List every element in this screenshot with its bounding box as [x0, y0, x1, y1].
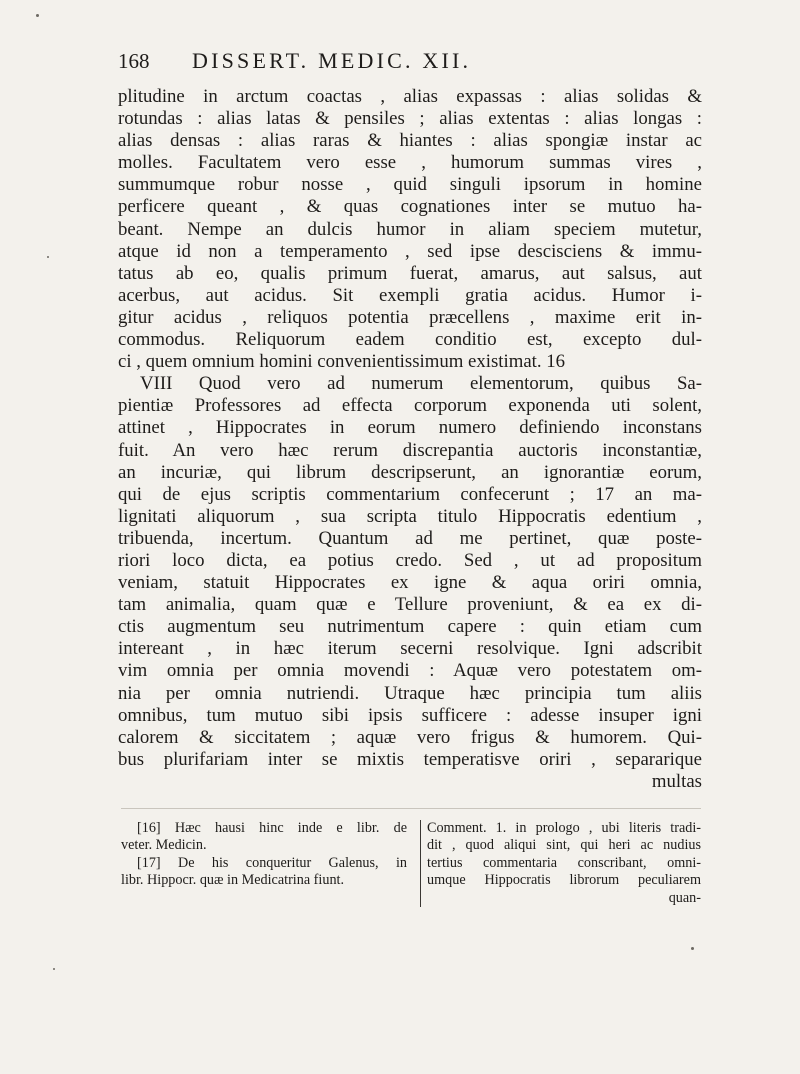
- text-line: commodus. Reliquorum eadem conditio est, excepto dul-: [118, 329, 702, 351]
- text-line: VIII Quod vero ad numerum elementorum, quibus Sa-: [140, 373, 702, 395]
- text-line: ctis augmentum seu nutrimentum capere : quin etiam cum: [118, 616, 702, 638]
- text-line: nia per omnia nutriendi. Utraque hæc principia tum aliis: [118, 682, 702, 704]
- paper-speck: [53, 968, 55, 970]
- text-line: intereant , in hæc iterum secerni resolvique. Igni adscribit: [118, 638, 702, 660]
- footnote-line: libr. Hippocr. quæ in Medicatrina fiunt.: [121, 872, 345, 889]
- text-line: qui de ejus scriptis commentarium confecerunt ; 17 an ma-: [118, 483, 702, 505]
- text-line: rotundas : alias latas & pensiles ; alias extentas : alias longas :: [118, 108, 702, 130]
- text-line: atque id non a temperamento , sed ipse descisciens & immu-: [118, 240, 702, 262]
- text-line: alias densas : alias raras & hiantes : alias spongiæ instar ac: [118, 130, 702, 152]
- text-line: tam animalia, quam quæ e Tellure proveniunt, & ea ex di-: [118, 594, 702, 616]
- main-text-block: [118, 86, 702, 793]
- footnote-line: [17] De his conqueritur Galenus, in: [137, 854, 407, 871]
- footnote-catchword: quan-: [668, 889, 701, 906]
- text-line: vim omnia per omnia movendi : Aquæ vero potestatem om-: [118, 660, 702, 682]
- footnote-line: dit , quod aliqui sint, qui heri ac nudius: [427, 837, 701, 854]
- text-line: an incuriæ, qui librum descripserunt, an ignorantiæ eorum,: [118, 461, 702, 483]
- footnotes-right-column: [420, 820, 701, 907]
- text-line: veniam, statuit Hippocrates ex igne & aqua oriri omnia,: [118, 572, 702, 594]
- text-line: fuit. An vero hæc rerum discrepantia auctoris inconstantiæ,: [118, 439, 702, 461]
- text-line: attinet , Hippocrates in eorum numero definiendo inconstans: [118, 417, 702, 439]
- text-line: molles. Facultatem vero esse , humorum summas vires ,: [118, 152, 702, 174]
- text-line: acerbus, aut acidus. Sit exempli gratia acidus. Humor i-: [118, 284, 702, 306]
- page-number: 168: [118, 49, 150, 73]
- text-line: tatus ab eo, qualis primum fuerat, amarus, aut salsus, aut: [118, 262, 702, 284]
- text-line: calorem & siccitatem ; aquæ vero frigus & humorem. Qui-: [118, 726, 702, 748]
- footnote-rule: [121, 808, 701, 809]
- footnote-line: tertius commentaria conscribant, omni-: [427, 854, 701, 871]
- footnote-line: [16] Hæc hausi hinc inde e libr. de: [137, 820, 407, 836]
- footnote-line: Comment. 1. in prologo , ubi literis tradi-: [427, 820, 701, 836]
- footnote-line: veter. Medicin.: [121, 837, 207, 854]
- text-line: omnibus, tum mutuo sibi ipsis sufficere : adesse insuper igni: [118, 704, 702, 726]
- text-line: lignitati aliquorum , sua scripta titulo Hippocratis edentium ,: [118, 505, 702, 527]
- paper-speck: [691, 947, 694, 950]
- catchword: multas: [651, 770, 702, 792]
- text-line: plitudine in arctum coactas , alias expassas : alias solidas &: [118, 86, 702, 107]
- running-title: DISSERT. MEDIC. XII.: [192, 48, 472, 73]
- text-line: beant. Nempe an dulcis humor in aliam speciem mutetur,: [118, 218, 702, 240]
- text-line: gitur acidus , reliquos potentia præcellens , maxime erit in-: [118, 306, 702, 328]
- text-line: pientiæ Professores ad effecta corporum exponenda uti solent,: [118, 395, 702, 417]
- text-line: perficere queant , & quas cognationes inter se mutuo ha-: [118, 196, 702, 218]
- running-header: [118, 44, 638, 78]
- text-line: riori loco dicta, ea potius credo. Sed , ut ad propositum: [118, 549, 702, 571]
- paper-speck: [47, 256, 49, 258]
- text-line: tribuenda, incertum. Quantum ad me pertinet, quæ poste-: [118, 527, 702, 549]
- footnotes-left-column: [121, 820, 407, 890]
- text-line: ci , quem omnium homini convenientissimum existimat. 16: [118, 351, 566, 373]
- text-line: summumque robur nosse , quid singuli ipsorum in homine: [118, 174, 702, 196]
- footnote-line: umque Hippocratis librorum peculiarem: [427, 872, 701, 889]
- paper-speck: [36, 14, 39, 17]
- text-line: bus plurifariam inter se mixtis temperatisve oriri , separarique: [118, 748, 702, 770]
